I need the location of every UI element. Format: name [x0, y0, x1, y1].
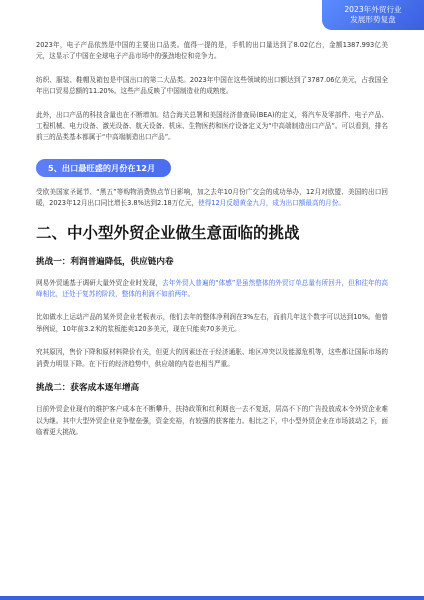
paragraph-textiles: 纺织、服装、鞋帽及箱包是中国出口的第二大品类。2023年中国在这些领域的出口额达到了3787.06亿美元，占我国全年出口贸易总额的11.20%。这些产品反映了中国制造业的成熟度。 — [36, 75, 388, 96]
challenge-1-p1-highlight: 去年外贸人普遍的“体感”是虽然整体的外贸订单总量有所回升，但和往年的高峰相比，还处于复苏的阶段，整体的利润不如前两年。 — [36, 278, 388, 299]
challenge-1-paragraph-3: 究其原因，售价下降和原材料降价有关，但更大的因素还在于经济通胀、地区冲突以及能源危机等，这些都让国际市场的消费力明显下降。在下行的经济趋势中，供应端的内卷也相当严重。 — [36, 348, 388, 368]
paragraph-electronics: 2023年，电子产品依然是中国的主要出口品类。值得一提的是，手机的出口量达到了8.02亿台，金额1387.993亿美元，这显示了中国在全球电子产品市场中的强劲地位和竞争力。 — [36, 41, 388, 61]
paragraph-december-text: 受欧美国家圣诞节、“黑五”等购物消费热点节日影响，加之去年10月份广交会的成功举办，12月对欧盟、美国的出口回暖，2023年12月出口同比增长3.8%达到2.18万亿元， — [36, 187, 388, 208]
header-title-line2: 发展形势复盘 — [350, 15, 396, 24]
paragraph-december-highlight: 使得12月反超黄金九月，成为出口额最高的月份。 — [198, 199, 345, 208]
paragraph-december — [36, 187, 388, 210]
document-body — [36, 40, 388, 450]
challenge-2-title: 挑战二：获客成本逐年增高 — [36, 383, 140, 394]
footer-bar — [0, 596, 424, 600]
challenge-2-paragraph-1: 目前外贸企业现有的维护客户成本在不断攀升，扶持政策和红利期也一去不复返，居高不下的广告投放成本令外贸企业难以为继。其中大型外贸企业竞争壁垒强，资金充裕，有较强的获客能力。相比之下，中小型外贸企业在市场波动之下，面临着更大挑战。 — [36, 405, 388, 436]
challenge-1-title: 挑战一：利润普遍降低，供应链内卷 — [36, 256, 174, 267]
challenge-1-p1-text: 网易外贸通基于调研大量外贸企业时发现， — [36, 278, 163, 287]
main-heading: 二、中小型外贸企业做生意面临的挑战 — [36, 223, 300, 242]
header-title-line1: 2023年外贸行业 — [344, 5, 402, 14]
section-5-pill: 5、出口最旺盛的月份在12月 — [36, 159, 171, 177]
paragraph-tech-content: 此外，出口产品的科技含量也在不断增加。结合海关总署和美国经济普查局(BEA)的定义，将汽车及零部件、电子产品、工程机械、电力设备、激光设备、航天设备、机床、生物医药和医疗设备定义为“中高端制造出口产品”。可以看到，排名前三的品类基本都属于“中高端制造出口产品”。 — [36, 110, 388, 142]
challenge-1-paragraph-1 — [36, 278, 388, 301]
header-badge — [322, 0, 424, 30]
challenge-1-paragraph-2: 比如做水上运动产品的某外贸企业老板表示，他们去年的整体净利润在3%左右，而前几年这个数字可以达到10%。他曾举例说，10年前3.2米的浆板能卖120多美元，现在只能卖70多美元。 — [36, 313, 388, 333]
